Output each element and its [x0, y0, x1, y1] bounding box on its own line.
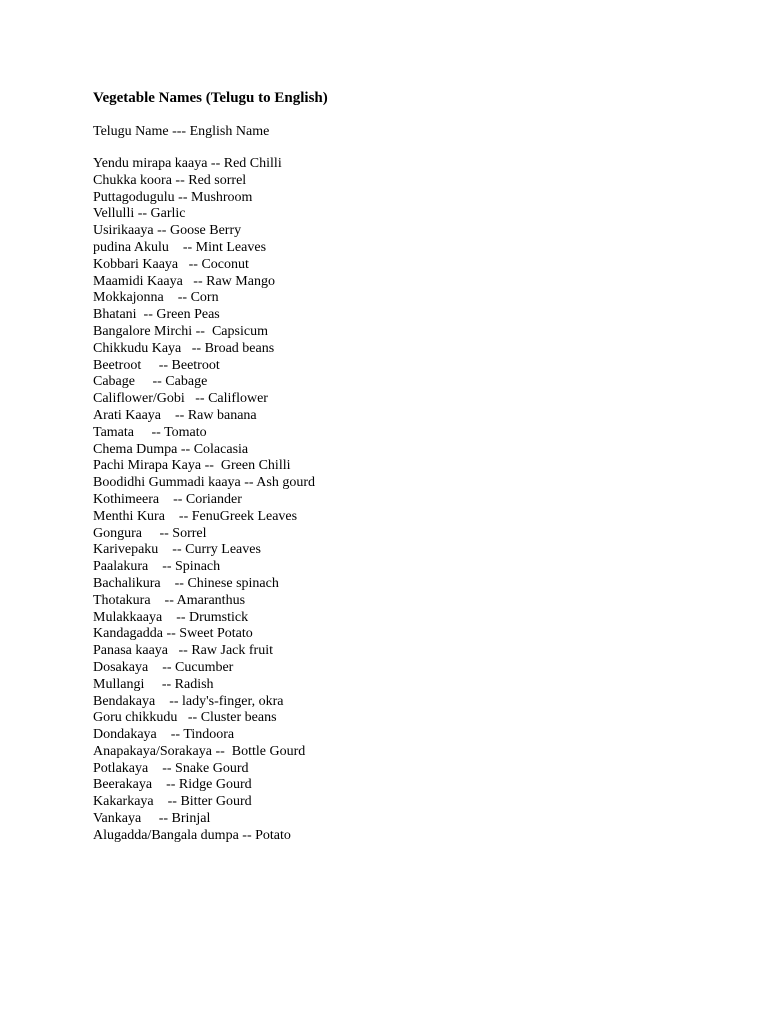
list-item: Kandagadda -- Sweet Potato [93, 626, 253, 642]
list-item: pudina Akulu -- Mint Leaves [93, 239, 267, 255]
list-item: Alugadda/Bangala dumpa -- Potato [93, 827, 291, 843]
list-item: Beerakaya -- Ridge Gourd [93, 777, 252, 793]
list-item: Mullangi -- Radish [93, 676, 214, 692]
list-item: Gongura -- Sorrel [93, 525, 207, 541]
list-item: Mokkajonna -- Corn [93, 290, 219, 306]
list-item: Califlower/Gobi -- Califlower [93, 391, 268, 407]
list-item: Pachi Mirapa Kaya -- Green Chilli [93, 458, 291, 474]
list-item: Karivepaku -- Curry Leaves [93, 542, 261, 558]
list-item: Thotakura -- Amaranthus [93, 592, 246, 608]
document-title: Vegetable Names (Telugu to English) [93, 90, 328, 106]
list-item: Bachalikura -- Chinese spinach [93, 575, 279, 591]
list-item: Mulakkaaya -- Drumstick [93, 609, 249, 625]
list-item: Maamidi Kaaya -- Raw Mango [93, 273, 275, 289]
list-item: Puttagodugulu -- Mushroom [93, 189, 253, 205]
list-item: Chikkudu Kaya -- Broad beans [93, 340, 275, 356]
list-item: Tamata -- Tomato [93, 424, 207, 440]
list-item: Cabage -- Cabage [93, 374, 208, 390]
list-item: Yendu mirapa kaaya -- Red Chilli [93, 156, 282, 171]
list-item: Goru chikkudu -- Cluster beans [93, 710, 277, 726]
list-item: Bangalore Mirchi -- Capsicum [93, 323, 268, 339]
list-item: Dosakaya -- Cucumber [93, 659, 234, 675]
list-item: Kakarkaya -- Bitter Gourd [93, 794, 252, 810]
list-item: Kothimeera -- Coriander [93, 491, 242, 507]
list-item: Dondakaya -- Tindoora [93, 727, 235, 743]
list-item: Beetroot -- Beetroot [93, 357, 220, 373]
list-item: Usirikaaya -- Goose Berry [93, 223, 242, 239]
list-item: Kobbari Kaaya -- Coconut [93, 256, 249, 272]
list-item: Arati Kaaya -- Raw banana [93, 407, 257, 423]
list-item: Vankaya -- Brinjal [93, 811, 211, 827]
list-item: Anapakaya/Sorakaya -- Bottle Gourd [93, 743, 306, 759]
list-item: Chukka koora -- Red sorrel [93, 172, 247, 188]
list-item: Bhatani -- Green Peas [93, 307, 220, 323]
list-item: Bendakaya -- lady's-finger, okra [93, 693, 284, 709]
list-item: Boodidhi Gummadi kaaya -- Ash gourd [93, 475, 316, 491]
list-item: Vellulli -- Garlic [93, 206, 186, 222]
list-item: Menthi Kura -- FenuGreek Leaves [93, 508, 298, 524]
vegetable-list [93, 156, 315, 845]
list-item: Potlakaya -- Snake Gourd [93, 760, 249, 776]
column-heading: Telugu Name --- English Name [93, 124, 270, 139]
list-item: Chema Dumpa -- Colacasia [93, 441, 249, 457]
list-item: Paalakura -- Spinach [93, 559, 221, 575]
list-item: Panasa kaaya -- Raw Jack fruit [93, 643, 273, 659]
